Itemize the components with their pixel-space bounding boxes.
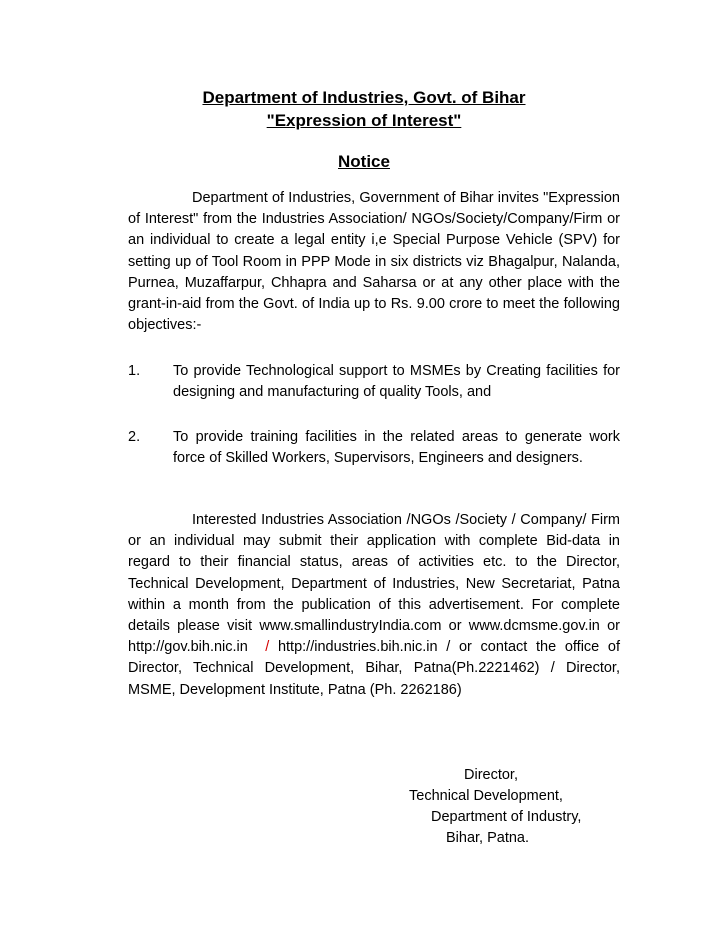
signature-designation: Technical Development,	[409, 788, 563, 804]
objective-number: 1.	[128, 363, 141, 379]
signature-title: Director,	[464, 767, 518, 783]
signature-location: Bihar, Patna.	[446, 830, 530, 846]
objective-text: To provide Technological support to MSMEs by Creating facilities for designing and manufacturing of quality Tools, and	[173, 363, 620, 401]
application-text-part2: http://industries.bih.nic.in / or contact the office of Director, Technical Development, Bihar, Patna(Ph.2221462) / Director, MSME, Development Institute, Patna (Ph. 2262186)	[128, 639, 621, 698]
application-text-part1: Interested Industries Association /NGOs /Society / Company/ Firm or an individual may submit their application with complete Bid-data in regard to their financial status, areas of activities etc. to the Director, Technical Development, Department of Industries, New Secretariat, Patna within a month from the publication of this advertisement. For complete details please visit www.smallindustryIndia.com or www.dcmsme.gov.in or http://gov.bih.nic.in	[128, 512, 620, 656]
application-paragraph	[128, 510, 620, 701]
objective-number: 2.	[128, 429, 141, 445]
signature-department: Department of Industry,	[431, 809, 582, 825]
expression-of-interest-title: "Expression of Interest"	[266, 111, 462, 130]
intro-paragraph: Department of Industries, Government of Bihar invites "Expression of Interest" from the Industries Association/ NGOs/Society/Company/Firm or an individual to create a legal entity i,e Special Purpose Vehicle (SPV) for setting up of Tool Room in PPP Mode in six districts viz Bhagalpur, Nalanda, Purnea, Muzaffarpur, Chhapra and Saharsa or at any other place with the grant-in-aid from the Govt. of India up to Rs. 9.00 crore to meet the following objectives:-	[128, 190, 620, 334]
objective-item	[128, 361, 620, 403]
objective-item	[128, 427, 620, 469]
notice-heading: Notice	[338, 152, 390, 171]
objective-text: To provide training facilities in the related areas to generate work force of Skilled Workers, Supervisors, Engineers and designers.	[173, 429, 620, 467]
department-title: Department of Industries, Govt. of Bihar	[202, 88, 526, 107]
red-slash-separator: /	[265, 639, 270, 656]
